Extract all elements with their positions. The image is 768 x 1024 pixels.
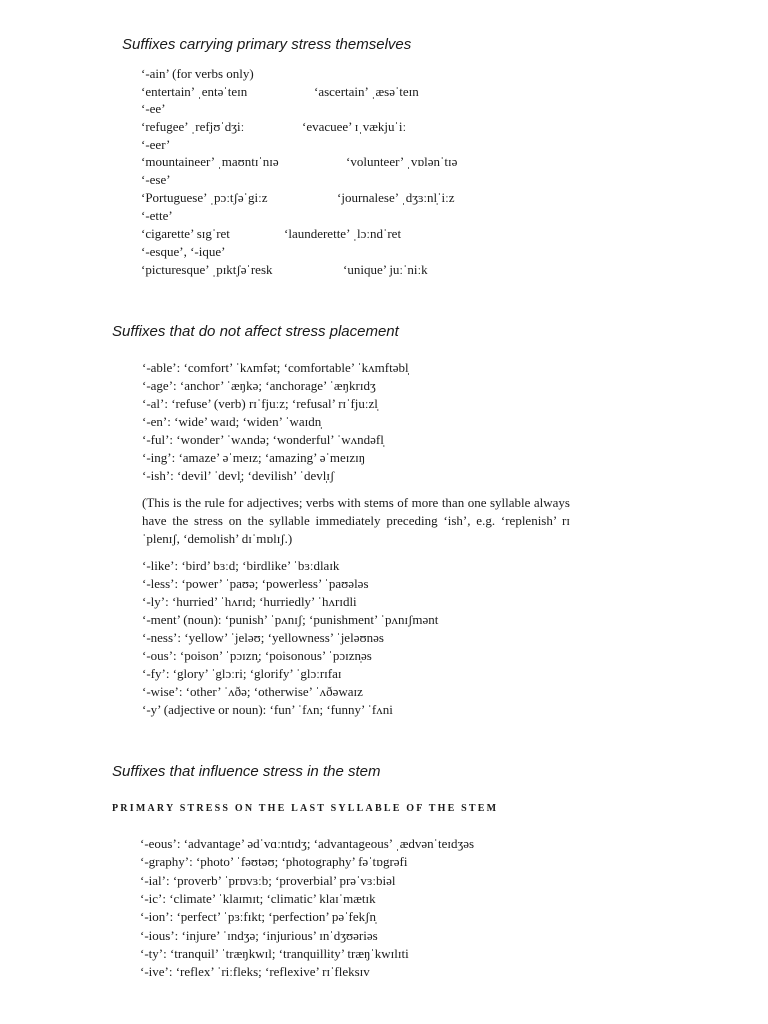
entry-line: ‘-al’: ‘refuse’ (verb) rɪˈfjuːz; ‘refusal’ rɪˈfjuːzl̩: [142, 396, 378, 411]
entry-line: ‘-ish’: ‘devil’ ˈdevl̩; ‘devilish’ ˈdevl̩ɪʃ: [142, 468, 335, 483]
entry-line: ‘-eer’: [141, 137, 171, 152]
entry-line: ‘-ment’ (noun): ‘punish’ ˈpʌnɪʃ; ‘punishment’ ˈpʌnɪʃmənt: [142, 612, 439, 627]
entry-line: ‘-ious’: ‘injure’ ˈɪndʒə; ‘injurious’ ɪnˈdʒʊəriəs: [140, 928, 378, 943]
entry-line: ‘picturesque’ ˌpɪktʃəˈresk ‘unique’ juːˈniːk: [141, 262, 428, 277]
entry-line: ‘-fy’: ‘glory’ ˈglɔːri; ‘glorify’ ˈglɔːrɪfaɪ: [142, 666, 342, 681]
entry-line: ‘-less’: ‘power’ ˈpaʊə; ‘powerless’ ˈpaʊələs: [142, 576, 369, 591]
entry-line: ‘cigarette’ sɪgˈret ‘launderette’ ˌlɔːndˈret: [141, 226, 402, 241]
entry-line: ‘-ing’: ‘amaze’ əˈmeɪz; ‘amazing’ əˈmeɪzɪŋ: [142, 450, 366, 465]
entry-line: ‘-ee’: [141, 101, 166, 116]
entry-line: ‘-graphy’: ‘photo’ ˈfəʊtəʊ; ‘photography’ fəˈtɒgrəfi: [140, 854, 408, 869]
subheading-last-syllable: PRIMARY STRESS ON THE LAST SYLLABLE OF THE STEM: [112, 803, 499, 814]
entry-line: ‘-wise’: ‘other’ ˈʌðə; ‘otherwise’ ˈʌðəwaɪz: [142, 684, 363, 699]
section-heading-stem-stress: Suffixes that influence stress in the stem: [112, 763, 381, 780]
entry-line: ‘-like’: ‘bird’ bɜːd; ‘birdlike’ ˈbɜːdlaɪk: [142, 558, 340, 573]
entry-line: ‘-ful’: ‘wonder’ ˈwʌndə; ‘wonderful’ ˈwʌndəfl̩: [142, 432, 384, 447]
entry-line: ‘-ty’: ‘tranquil’ ˈtræŋkwɪl; ‘tranquillity’ træŋˈkwɪlɪti: [140, 946, 409, 961]
entry-line: ‘-ial’: ‘proverb’ ˈprɒvɜːb; ‘proverbial’ prəˈvɜːbiəl: [140, 873, 396, 888]
entry-line: ‘-able’: ‘comfort’ ˈkʌmfət; ‘comfortable’ ˈkʌmftəbl̩: [142, 360, 409, 375]
entry-line: ‘-ness’: ‘yellow’ ˈjeləʊ; ‘yellowness’ ˈjeləʊnəs: [142, 630, 384, 645]
entry-line: ‘-esque’, ‘-ique’: [141, 244, 226, 259]
entry-line: ‘-ese’: [141, 172, 171, 187]
entry-line: ‘-ous’: ‘poison’ ˈpɔɪzn̩; ‘poisonous’ ˈpɔɪzn̩əs: [142, 648, 372, 663]
section-heading-no-stress-effect: Suffixes that do not affect stress placement: [112, 323, 399, 340]
entry-line: ‘-ive’: ‘reflex’ ˈriːfleks; ‘reflexive’ rɪˈfleksɪv: [140, 964, 370, 979]
entry-line: ‘-y’ (adjective or noun): ‘fun’ ˈfʌn; ‘funny’ ˈfʌni: [142, 702, 393, 717]
entry-line: ‘-eous’: ‘advantage’ ədˈvɑːntɪdʒ; ‘advantageous’ ˌædvənˈteɪdʒəs: [140, 836, 475, 851]
adjective-rule-note: (This is the rule for adjectives; verbs with stems of more than one syllable always have the stress on the syllable immediately preceding ‘ish’, e.g. ‘replenish’ rɪˈplenɪʃ, ‘demolish’ dɪˈmɒlɪʃ.): [142, 495, 570, 546]
section-heading-primary-stress: Suffixes carrying primary stress themselves: [122, 36, 412, 53]
entry-line: ‘-ly’: ‘hurried’ ˈhʌrɪd; ‘hurriedly’ ˈhʌrɪdli: [142, 594, 357, 609]
entry-line: ‘-en’: ‘wide’ waɪd; ‘widen’ ˈwaɪdn̩: [142, 414, 322, 429]
entry-line: ‘-ain’ (for verbs only): [141, 66, 254, 81]
entry-line: ‘-ette’: [141, 208, 173, 223]
entry-line: ‘-ion’: ‘perfect’ ˈpɜːfɪkt; ‘perfection’ pəˈfekʃn̩: [140, 909, 376, 924]
entry-line: ‘refugee’ ˌrefjʊˈdʒiː ‘evacuee’ ɪˌvækjuˈiː: [141, 119, 407, 134]
entry-line: ‘-ic’: ‘climate’ ˈklaɪmɪt; ‘climatic’ klaɪˈmætɪk: [140, 891, 376, 906]
entry-line: ‘mountaineer’ ˌmaʊntɪˈnɪə ‘volunteer’ ˌvɒlənˈtɪə: [141, 154, 458, 169]
entry-line: ‘entertain’ ˌentəˈteɪn ‘ascertain’ ˌæsəˈteɪn: [141, 84, 419, 99]
entry-line: ‘Portuguese’ ˌpɔːtʃəˈgiːz ‘journalese’ ˌdʒɜːnl̩ˈiːz: [141, 190, 455, 205]
entry-line: ‘-age’: ‘anchor’ ˈæŋkə; ‘anchorage’ ˈæŋkrɪdʒ: [142, 378, 376, 393]
